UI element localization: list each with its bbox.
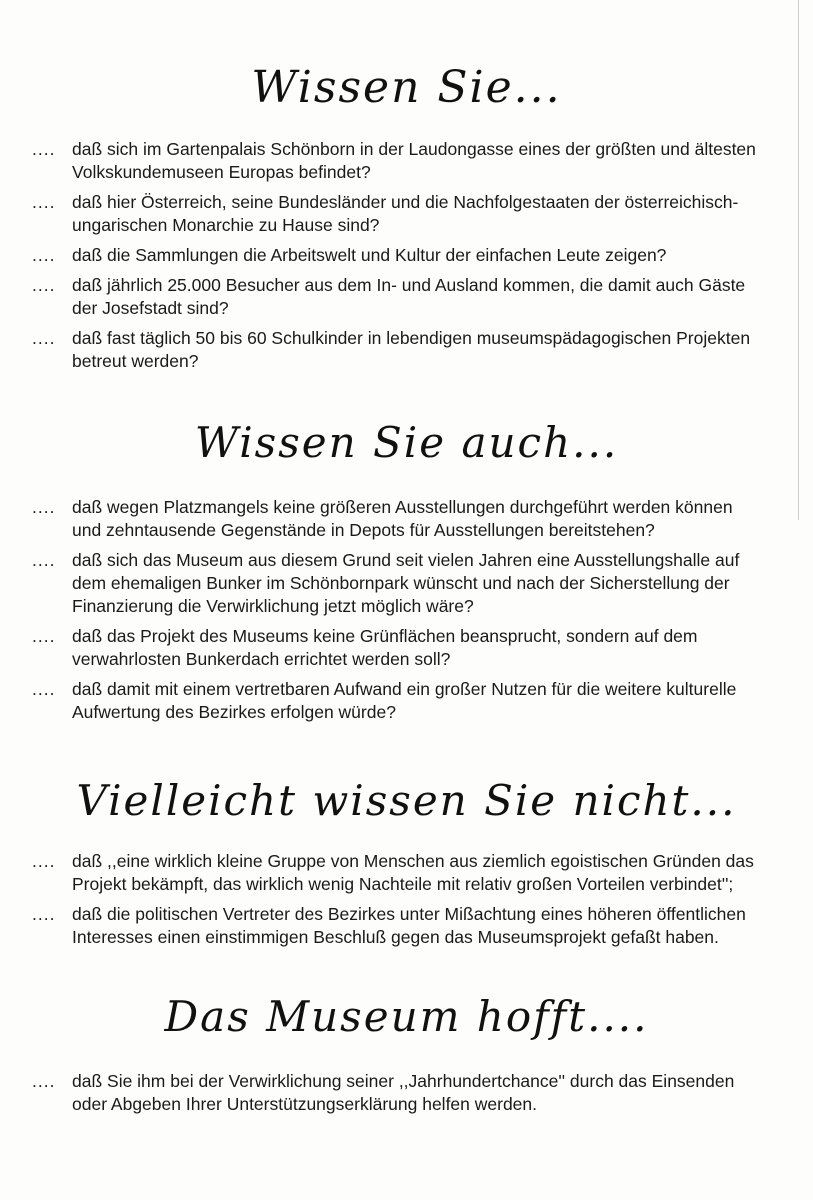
leader-dots: .... [32, 328, 56, 348]
list-item [32, 191, 762, 237]
leader-dots: .... [32, 192, 56, 212]
leader-dots: .... [32, 497, 56, 517]
list-item [32, 625, 762, 671]
item-text: daß sich im Gartenpalais Schönborn in der Laudongasse eines der größten und ältesten Volkskundemuseen Europas befindet? [72, 139, 756, 182]
item-text: daß damit mit einem vertretbaren Aufwand ein großer Nutzen für die weitere kulturelle Aufwertung des Bezirkes erfolgen würde? [72, 679, 737, 722]
item-text: daß Sie ihm bei der Verwirklichung seiner ,,Jahrhundertchance'' durch das Einsenden oder Abgeben Ihrer Unterstützungserklärung helfen werden. [72, 1071, 735, 1114]
leader-dots: .... [32, 904, 56, 924]
list-item [32, 678, 762, 724]
leader-dots: .... [32, 626, 56, 646]
item-text: daß fast täglich 50 bis 60 Schulkinder in lebendigen museumspädagogischen Projekten betreut werden? [72, 328, 751, 371]
section-das-museum-hofft [32, 1070, 762, 1123]
leader-dots: .... [32, 550, 56, 570]
list-item [32, 1070, 762, 1116]
item-text: daß hier Österreich, seine Bundesländer und die Nachfolgestaaten der österreichisch-ungarischen Monarchie zu Hause sind? [72, 192, 739, 235]
item-text: daß ,,eine wirklich kleine Gruppe von Menschen aus ziemlich egoistischen Gründen das Projekt bekämpft, das wirklich wenig Nachteile mit relativ großen Vorteilen verbindet''; [72, 851, 754, 894]
heading-wissen-sie: Wissen Sie... [251, 62, 562, 113]
item-text: daß jährlich 25.000 Besucher aus dem In- und Ausland kommen, die damit auch Gäste der Josefstadt sind? [72, 275, 746, 318]
leader-dots: .... [32, 275, 56, 295]
section-wissen-sie-auch [32, 496, 762, 731]
item-text: daß sich das Museum aus diesem Grund seit vielen Jahren eine Ausstellungshalle auf dem ehemaligen Bunker im Schönbornpark wünscht und nach der Sicherstellung der Finanzierung die Verwirklichung jetzt möglich wäre? [72, 550, 740, 616]
item-text: daß die politischen Vertreter des Bezirkes unter Mißachtung eines höheren öffentlichen Interesses einen einstimmigen Beschluß gegen das Museumsprojekt gefaßt haben. [72, 904, 746, 947]
item-text: daß die Sammlungen die Arbeitswelt und Kultur der einfachen Leute zeigen? [72, 245, 667, 265]
leader-dots: .... [32, 139, 56, 159]
list-item [32, 138, 762, 184]
heading-das-museum-hofft: Das Museum hofft.... [164, 992, 649, 1041]
leader-dots: .... [32, 851, 56, 871]
leader-dots: .... [32, 679, 56, 699]
section-vielleicht-wissen-sie-nicht [32, 850, 762, 956]
list-item [32, 244, 762, 267]
heading-vielleicht-wissen-sie-nicht: Vielleicht wissen Sie nicht... [76, 776, 737, 825]
list-item [32, 496, 762, 542]
heading-wissen-sie-auch: Wissen Sie auch... [194, 418, 619, 467]
leader-dots: .... [32, 1071, 56, 1091]
list-item [32, 274, 762, 320]
list-item [32, 903, 762, 949]
leader-dots: .... [32, 245, 56, 265]
list-item [32, 549, 762, 618]
list-item [32, 850, 762, 896]
item-text: daß das Projekt des Museums keine Grünflächen beansprucht, sondern auf dem verwahrlosten Bunkerdach errichtet werden soll? [72, 626, 698, 669]
item-text: daß wegen Platzmangels keine größeren Ausstellungen durchgeführt werden können und zehntausende Gegenstände in Depots für Ausstellungen bereitstehen? [72, 497, 733, 540]
list-item [32, 327, 762, 373]
section-wissen-sie [32, 138, 762, 380]
